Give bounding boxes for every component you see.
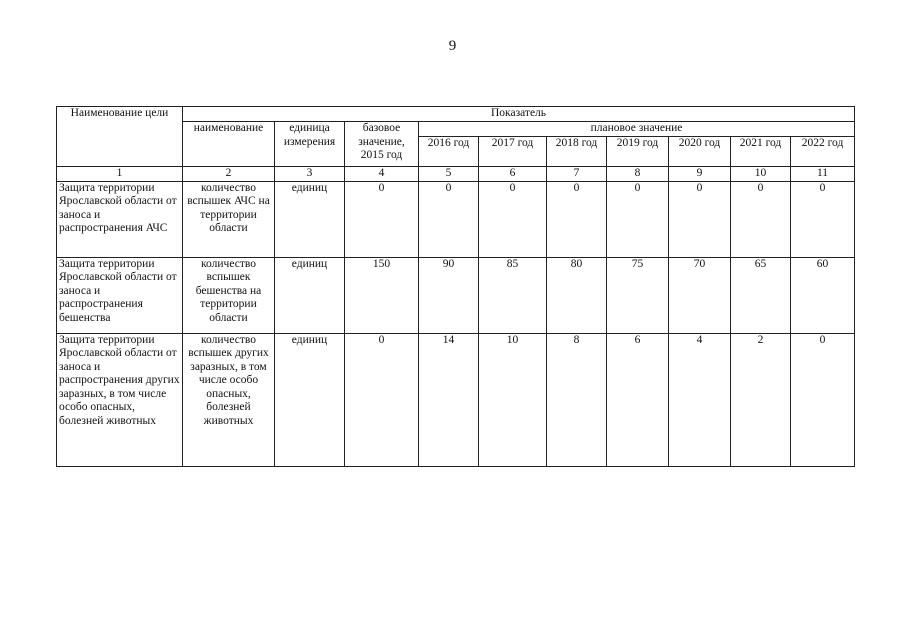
column-number: 8 — [607, 167, 669, 182]
header-indicator: Показатель — [183, 107, 855, 122]
plan-value-cell: 0 — [547, 181, 607, 257]
header-goal-name: Наименование цели — [57, 107, 183, 167]
header-year-2022: 2022 год — [791, 137, 855, 167]
indicator-cell: количество вспышек других заразных, в том числе особо опасных, болезней животных — [183, 333, 275, 466]
plan-value-cell: 0 — [669, 181, 731, 257]
column-number: 6 — [479, 167, 547, 182]
plan-value-cell: 2 — [731, 333, 791, 466]
column-number: 3 — [275, 167, 345, 182]
indicator-cell: количество вспышек бешенства на территории области — [183, 257, 275, 333]
page-number: 9 — [448, 38, 457, 54]
goal-cell: Защита территории Ярославской области от заноса и распространения АЧС — [57, 181, 183, 257]
indicator-cell: количество вспышек АЧС на территории области — [183, 181, 275, 257]
column-number: 1 — [57, 167, 183, 182]
column-number: 10 — [731, 167, 791, 182]
column-number: 9 — [669, 167, 731, 182]
goal-cell: Защита территории Ярославской области от заноса и распространения бешенства — [57, 257, 183, 333]
table-row — [57, 257, 855, 333]
plan-value-cell: 75 — [607, 257, 669, 333]
header-unit: единица измерения — [275, 122, 345, 167]
header-year-2018: 2018 год — [547, 137, 607, 167]
column-number: 11 — [791, 167, 855, 182]
plan-value-cell: 4 — [669, 333, 731, 466]
plan-value-cell: 0 — [791, 333, 855, 466]
column-number: 4 — [345, 167, 419, 182]
header-name: наименование — [183, 122, 275, 167]
plan-value-cell: 90 — [419, 257, 479, 333]
plan-value-cell: 70 — [669, 257, 731, 333]
plan-value-cell: 14 — [419, 333, 479, 466]
unit-cell: единиц — [275, 333, 345, 466]
goals-indicators-table — [56, 106, 855, 467]
plan-value-cell: 60 — [791, 257, 855, 333]
plan-value-cell: 6 — [607, 333, 669, 466]
header-base-value: базовое значение, 2015 год — [345, 122, 419, 167]
base-value-cell: 0 — [345, 333, 419, 466]
plan-value-cell: 85 — [479, 257, 547, 333]
plan-value-cell: 80 — [547, 257, 607, 333]
column-number-row — [57, 167, 855, 182]
header-year-2020: 2020 год — [669, 137, 731, 167]
plan-value-cell: 0 — [419, 181, 479, 257]
plan-value-cell: 10 — [479, 333, 547, 466]
header-year-2017: 2017 год — [479, 137, 547, 167]
header-year-2021: 2021 год — [731, 137, 791, 167]
column-number: 2 — [183, 167, 275, 182]
plan-value-cell: 0 — [791, 181, 855, 257]
goal-cell: Защита территории Ярославской области от заноса и распространения других заразных, в том числе особо опасных, болезней животных — [57, 333, 183, 466]
column-number: 5 — [419, 167, 479, 182]
header-year-2016: 2016 год — [419, 137, 479, 167]
unit-cell: единиц — [275, 257, 345, 333]
plan-value-cell: 0 — [731, 181, 791, 257]
base-value-cell: 0 — [345, 181, 419, 257]
column-number: 7 — [547, 167, 607, 182]
header-planned-value: плановое значение — [419, 122, 855, 137]
unit-cell: единиц — [275, 181, 345, 257]
plan-value-cell: 8 — [547, 333, 607, 466]
plan-value-cell: 0 — [479, 181, 547, 257]
table-row — [57, 181, 855, 257]
header-year-2019: 2019 год — [607, 137, 669, 167]
plan-value-cell: 65 — [731, 257, 791, 333]
plan-value-cell: 0 — [607, 181, 669, 257]
table-row — [57, 333, 855, 466]
base-value-cell: 150 — [345, 257, 419, 333]
